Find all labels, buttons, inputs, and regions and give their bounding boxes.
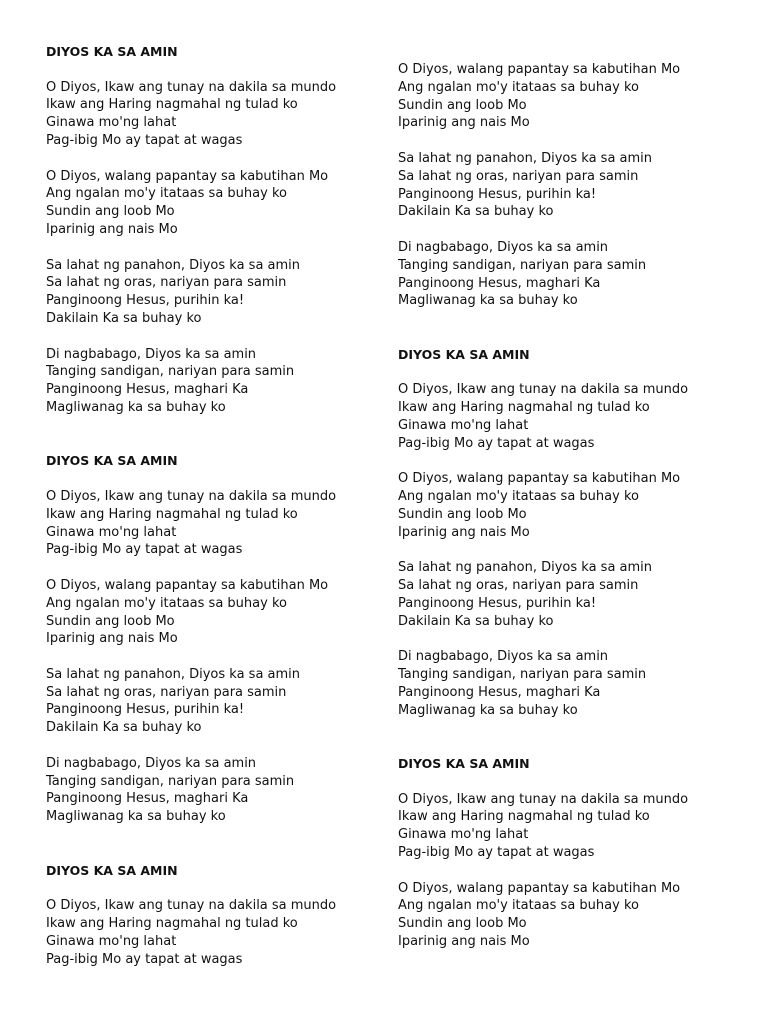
lyric-line: O Diyos, walang papantay sa kabutihan Mo (46, 577, 329, 593)
lyric-line: Pag-ibig Mo ay tapat at wagas (398, 845, 595, 861)
song-title: DIYOS KA SA AMIN (46, 862, 178, 878)
stanza-gap (398, 719, 748, 737)
lyric-line: Ang ngalan mo'y itataas sa buhay ko (46, 186, 287, 202)
lyric-line: Pag-ibig Mo ay tapat at wagas (46, 951, 243, 967)
stanza-gap (46, 470, 396, 488)
stanza-gap (46, 239, 396, 257)
lyric-line: Ginawa mo'ng lahat (398, 827, 529, 843)
lyric-line: Iparinig ang nais Mo (398, 524, 530, 540)
lyric-line: Tanging sandigan, nariyan para samin (398, 257, 647, 273)
right-column (398, 61, 748, 951)
lyric-line: Panginoong Hesus, maghari Ka (46, 382, 249, 398)
lyric-line: Magliwanag ka sa buhay ko (46, 809, 226, 825)
lyric-line: Ginawa mo'ng lahat (46, 115, 177, 131)
lyric-line: Magliwanag ka sa buhay ko (398, 702, 578, 718)
lyric-line: Di nagbabago, Diyos ka sa amin (46, 755, 257, 771)
stanza-gap (398, 132, 748, 150)
lyric-line: Dakilain Ka sa buhay ko (46, 720, 202, 736)
lyric-line: Ginawa mo'ng lahat (398, 417, 529, 433)
lyric-line: Magliwanag ka sa buhay ko (398, 293, 578, 309)
stanza-gap (46, 328, 396, 346)
lyric-line: Ang ngalan mo'y itataas sa buhay ko (46, 595, 287, 611)
song-title: DIYOS KA SA AMIN (398, 756, 530, 772)
lyric-line: Di nagbabago, Diyos ka sa amin (398, 239, 609, 255)
stanza-gap (46, 737, 396, 755)
lyric-line: Panginoong Hesus, maghari Ka (46, 791, 249, 807)
lyric-line: Ikaw ang Haring nagmahal ng tulad ko (46, 506, 298, 522)
lyric-line: Dakilain Ka sa buhay ko (46, 310, 202, 326)
lyric-line: O Diyos, walang papantay sa kabutihan Mo (398, 62, 681, 77)
lyric-line: Ang ngalan mo'y itataas sa buhay ko (398, 489, 639, 505)
stanza-gap (46, 417, 396, 435)
stanza-gap (46, 61, 396, 79)
lyric-line: Sa lahat ng panahon, Diyos ka sa amin (46, 666, 301, 682)
stanza-gap (46, 150, 396, 168)
stanza-gap (398, 737, 748, 755)
stanza-gap (398, 862, 748, 880)
lyric-line: Sa lahat ng oras, nariyan para samin (46, 275, 287, 291)
lyric-line: Pag-ibig Mo ay tapat at wagas (46, 132, 243, 148)
lyric-line: O Diyos, Ikaw ang tunay na dakila sa mundo (398, 791, 689, 807)
stanza-gap (46, 826, 396, 844)
lyric-line: O Diyos, walang papantay sa kabutihan Mo (398, 471, 681, 487)
lyric-line: Ikaw ang Haring nagmahal ng tulad ko (398, 400, 650, 416)
song-title: DIYOS KA SA AMIN (46, 44, 178, 59)
lyric-line: Panginoong Hesus, purihin ka! (46, 293, 245, 309)
lyric-line: O Diyos, walang papantay sa kabutihan Mo (398, 880, 681, 896)
stanza-gap (398, 542, 748, 560)
lyric-line: Sa lahat ng oras, nariyan para samin (398, 578, 639, 594)
stanza-gap (46, 844, 396, 862)
lyric-line: Dakilain Ka sa buhay ko (398, 613, 554, 629)
stanza-gap (46, 879, 396, 897)
lyric-line: O Diyos, Ikaw ang tunay na dakila sa mundo (46, 79, 337, 95)
lyric-line: Iparinig ang nais Mo (46, 631, 178, 647)
lyric-line: Panginoong Hesus, purihin ka! (398, 595, 597, 611)
stanza-gap (398, 631, 748, 649)
lyric-line: Sa lahat ng oras, nariyan para samin (398, 168, 639, 184)
lyric-line: Sa lahat ng panahon, Diyos ka sa amin (398, 560, 653, 576)
lyric-line: Panginoong Hesus, maghari Ka (398, 275, 601, 291)
song-title: DIYOS KA SA AMIN (398, 346, 530, 362)
lyric-line: O Diyos, Ikaw ang tunay na dakila sa mundo (46, 898, 337, 914)
lyric-line: Sundin ang loob Mo (46, 613, 175, 629)
stanza-gap (398, 310, 748, 328)
lyric-line: Ikaw ang Haring nagmahal ng tulad ko (46, 916, 298, 932)
lyric-line: O Diyos, Ikaw ang tunay na dakila sa mundo (398, 382, 689, 398)
lyric-line: O Diyos, Ikaw ang tunay na dakila sa mundo (46, 488, 337, 504)
lyric-line: Sundin ang loob Mo (398, 97, 527, 113)
stanza-gap (46, 559, 396, 577)
stanza-gap (398, 453, 748, 471)
lyric-line: Di nagbabago, Diyos ka sa amin (46, 346, 257, 362)
lyric-line: Panginoong Hesus, purihin ka! (46, 702, 245, 718)
lyric-line: Dakilain Ka sa buhay ko (398, 204, 554, 220)
lyric-line: Panginoong Hesus, maghari Ka (398, 684, 601, 700)
lyric-line: Ginawa mo'ng lahat (46, 524, 177, 540)
left-column (46, 43, 396, 968)
stanza-gap (46, 435, 396, 453)
lyric-line: Ang ngalan mo'y itataas sa buhay ko (398, 898, 639, 914)
lyric-line: Sundin ang loob Mo (398, 506, 527, 522)
lyric-line: Iparinig ang nais Mo (46, 221, 178, 237)
lyric-line: Tanging sandigan, nariyan para samin (46, 773, 295, 789)
stanza-gap (46, 648, 396, 666)
lyric-line: Sa lahat ng oras, nariyan para samin (46, 684, 287, 700)
lyric-line: Magliwanag ka sa buhay ko (46, 399, 226, 415)
lyric-line: Ang ngalan mo'y itataas sa buhay ko (398, 79, 639, 95)
lyric-line: Panginoong Hesus, purihin ka! (398, 186, 597, 202)
lyric-line: Pag-ibig Mo ay tapat at wagas (46, 542, 243, 558)
lyric-line: Di nagbabago, Diyos ka sa amin (398, 649, 609, 665)
lyric-line: Ikaw ang Haring nagmahal ng tulad ko (398, 809, 650, 825)
lyric-line: Sa lahat ng panahon, Diyos ka sa amin (398, 150, 653, 166)
lyric-line: Iparinig ang nais Mo (398, 115, 530, 131)
lyric-line: O Diyos, walang papantay sa kabutihan Mo (46, 168, 329, 184)
lyric-line: Tanging sandigan, nariyan para samin (398, 667, 647, 683)
lyric-line: Pag-ibig Mo ay tapat at wagas (398, 435, 595, 451)
stanza-gap (398, 773, 748, 791)
lyric-line: Ikaw ang Haring nagmahal ng tulad ko (46, 97, 298, 113)
lyric-line: Sundin ang loob Mo (398, 916, 527, 932)
lyric-line: Sa lahat ng panahon, Diyos ka sa amin (46, 257, 301, 273)
lyric-line: Iparinig ang nais Mo (398, 934, 530, 950)
stanza-gap (398, 221, 748, 239)
lyric-line: Tanging sandigan, nariyan para samin (46, 364, 295, 380)
lyric-line: Sundin ang loob Mo (46, 204, 175, 220)
lyric-line: Ginawa mo'ng lahat (46, 933, 177, 949)
stanza-gap (398, 364, 748, 382)
song-title: DIYOS KA SA AMIN (46, 453, 178, 469)
stanza-gap (398, 328, 748, 346)
